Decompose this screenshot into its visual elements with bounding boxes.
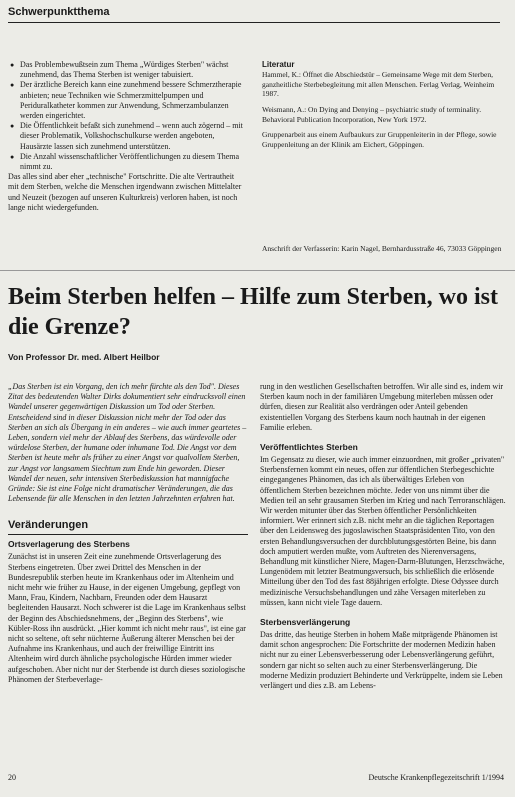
literature-entry: Weismann, A.: On Dying and Denying – psychiatric study of terminality. Behavioral Publication Incorporation, New York 1972. xyxy=(262,104,482,124)
article-divider xyxy=(0,270,515,271)
subheading: Veröffentlichtes Sterben xyxy=(260,442,358,453)
closing-paragraph: Das alles sind aber eher „technische" Fortschritte. Die alte Vertrautheit mit dem Sterben, welche die Menschen irgendwann zwischen Mittelalter und Neuzeit (bezogen auf unseren Kulturkreis) verloren haben, ist noch lange nicht wiedergefunden. xyxy=(8,172,242,212)
literature-section xyxy=(262,60,506,155)
section-heading: Veränderungen xyxy=(8,518,248,535)
subheading: Sterbensverlängerung xyxy=(260,617,351,628)
author-address: Anschrift der Verfasserin: Karin Nagel, Bernhardusstraße 46, 73033 Göppingen xyxy=(262,244,502,253)
intro-paragraph: „Das Sterben ist ein Vorgang, den ich mehr fürchte als den Tod". Dieses Zitat des bedeutenden Walter Dirks dokumentiert sehr eindrucksvoll einen Wandel unserer gegenwärtigen Diskussion um Tod oder Sterben. Entscheidend sind in dieser Diskussion nicht mehr der Tod oder das Sterben an sich als Übergang in ein anderes – wie auch immer geartetes – Leben, sondern viel mehr der Ablauf des Sterbens, das würdevolle oder würdelose Sterben, der humane oder inhumane Tod. Die Angst vor dem Sterben ist heute mehr als früher zu einer Angst vor qualvollem Sterben, zur Angst vor langsamem Siechtum zum Ende hin geworden. Dieser Wandel der neuen, sehr intensiven Sterbediskussion hat mannigfache Gründe: Sie ist eine Folge nicht dramatischer Veränderungen, die das Lebensende für alle Menschen in den letzten Jahrzehnten erfahren hat. xyxy=(8,382,247,504)
body-paragraph: Im Gegensatz zu dieser, wie auch immer einzuordnen, mit großer „privaten" Sterbensfernen kommt ein neues, offen zur öffentlichen Sterbegeschichte eingegangenes Phänomen, das ich als überwältiges Erleben von öffentlichem Sterben bezeichnen möchte. Jeder von uns nimmt über die Medien teil an sehr grausamen Sterben im Krieg und nach Terroranschlägen. Wir werden mitunter über das Sterben öffentlicher Persönlichkeiten informiert. Wer erinnert sich z.B. nicht mehr an die täglichen Reportagen über den Leidensweg des jugoslawischen Staatspräsidenten Tito, von den ersten Behandlungsversuchen der durchblutungsgestörten Beine, bis dann doch amputiert werden mußte, vom Auftreten des Nierenversagens, Behandlung mit künstlicher Niere, Magen-Darm-Blutungen, Herzschwäche, Lungenödem mit letzter Beatmungsversuch, bis schließlich die erlösende Mitteilung über den Tod des fast 88jährigen erfolgte. Diese Odyssee durch medizinische Versuchsbehandlungen und zähe Versagen miterleben zu müssen, kann nicht viele Tage dauern. xyxy=(260,455,506,607)
body-paragraph: Zunächst ist in unseren Zeit eine zunehmende Ortsverlagerung des Sterbens eingetreten. Über zwei Drittel des Menschen in der Bundesrepublik sterben heute im Krankenhaus oder im Altenheim und nicht mehr wie früher zu Hause, in der eigenen Umgebung, gepflegt von Mann, Frau, Kindern, Nachbarn, Freunden oder dem Hausarzt begleitenden Hausarzt. Noch schwerer ist die Lage im Krankenhaus selbst der Beginn des Abschiedsnehmens, der „Beginn des Sterbens", wie Kübler-Ross ihn ausdrückt. „Hier kommt ich nicht mehr raus", ist eine gar nicht so seltene, oft sehr nüchterne Äußerung älterer Menschen bei der Aufnahme ins Krankenhaus, und auch der freiwillige Eintritt ins Altenheim wird durch ähnliche psychologische Hürden immer wieder aufgeschoben. Aber nicht nur der Sterbende ist durch dieses soziologische Phänomen der Sterbeverlage- xyxy=(8,552,246,684)
list-item: ● Das Problembewußtsein zum Thema „Würdiges Sterben" wächst zunehmend, das Thema Sterben ist weniger tabuisiert. xyxy=(8,60,246,80)
bullet-list xyxy=(8,60,246,172)
page-footer xyxy=(8,772,504,786)
running-header xyxy=(8,4,500,23)
list-item: ● Die Öffentlichkeit befaßt sich zunehmend – wenn auch zögernd – mit dieser Problematik, Volkshochschulkurse werden angeboten, Hausärzte lassen sich zunehmend unterstützen. xyxy=(8,121,246,152)
body-paragraph: rung in den westlichen Gesellschaften betroffen. Wir alle sind es, indem wir Sterben kaum noch in der familiären Umgebung miterleben müssen oder dürfen, diesen zur Realität also verdrängen oder Anteil gebenden existentiellen Vorgang des Sterbens kaum noch hautnah in der eigenen Familie erleben. xyxy=(260,382,504,432)
article-author: Von Professor Dr. med. Albert Heilbor xyxy=(8,352,160,362)
list-item: ● Die Anzahl wissenschaftlicher Veröffentlichungen zu diesem Thema nimmt zu. xyxy=(8,152,246,172)
page-number: 20 xyxy=(8,773,16,782)
literature-entry: Hammel, K.: Öffnet die Abschiedstür – Gemeinsame Wege mit dem Sterben, ganzheitliche Sterbebegleitung mit allen Menschen. Ferlag Verlag, Weinheim 1987. xyxy=(262,70,495,99)
section-label: Schwerpunktthema xyxy=(8,6,110,18)
list-item: ● Der ärztliche Bereich kann eine zunehmend bessere Schmerztherapie anbieten; neue Techniken wie Schmerzmittelpumpen und Periduralkatheter kommen zur Anwendung, Schmerzambulanzen werden eingerichtet. xyxy=(8,80,246,121)
subheading: Ortsverlagerung des Sterbens xyxy=(8,539,130,550)
article-column-left xyxy=(8,382,248,685)
literature-entry: Gruppenarbeit aus einem Aufbaukurs zur Gruppenleiterin in der Pflege, sowie Gruppenleitung an der Klinik am Eichert, Göppingen. xyxy=(262,130,497,149)
journal-name: Deutsche Krankenpflegezeitschrift 1/1994 xyxy=(368,773,504,782)
previous-article-column xyxy=(8,60,246,213)
body-paragraph: Das dritte, das heutige Sterben in hohem Maße mitprägende Phänomen ist damit schon angesprochen: Die Fortschritte der modernen Medizin haben nicht nur zu einer Lebensverbesserung oder Lebensverlängerung geführt, sondern gar nicht so selten auch zu einer Sterbensverlängerung. Die moderne Medizin produziert Behinderte und Verkrüppelte, indem sie Leben verlängert und dies z.B. am Lebens- xyxy=(260,630,503,691)
article-column-right xyxy=(260,382,506,691)
literature-heading: Literatur xyxy=(262,60,295,69)
article-title: Beim Sterben helfen – Hilfe zum Sterben, wo ist die Grenze? xyxy=(8,284,498,340)
